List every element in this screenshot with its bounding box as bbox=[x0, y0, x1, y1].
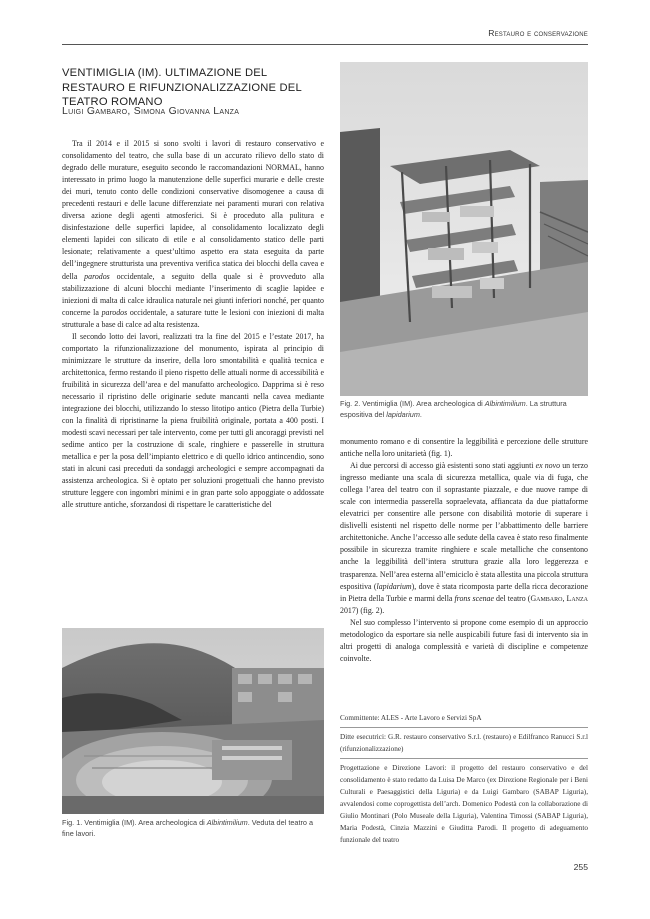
credits-separator bbox=[340, 758, 588, 759]
paragraph-4: Nel suo complesso l’intervento si propone come esempio di un approccio metodologico da esportare sia nelle auspicabili future fasi di intervento sia in altri progetti di analoga complessità e varietà di discipline e competenze coinvolte. bbox=[340, 617, 588, 663]
paragraph-3: Ai due percorsi di accesso già esistenti sono stati aggiunti ex novo un terzo ingresso mediante una scala di sicurezza metallica, quale via di fuga, che collega l’area del teatro con il soprastante piazzale, e due nuove rampe di scale con intermedia passerella sopraelevata, affiancata da due piattaforme elevatrici per consentire alle persone con disabilità motorie di superare i dislivelli esistenti nel rispetto delle norme per l’abbattimento delle barriere architettoniche. Anche l’accesso alle sedute della cavea è stato reso finalmente possibile in sicurezza tramite ringhiere e scale metalliche che consentono anche la leggibilità dell’intera struttura grazie alla loro leggerezza e trasparenza. Nell’area esterna all’emiciclo è stata allestita una piccola struttura espositiva (lapidarium), dove è stata ricomposta parte della ricca decorazione in Pietra della Turbie e marmi della frons scenae del teatro (Gambaro, Lanza 2017) (fig. 2). bbox=[340, 461, 589, 615]
text-column-right bbox=[340, 436, 588, 665]
header-rule bbox=[62, 44, 588, 45]
credit-client: Committente: ALES - Arte Lavoro e Servizi SpA bbox=[340, 714, 482, 722]
paragraph-2-continued: monumento romano e di consentire la leggibilità e percezione delle strutture antiche nella loro unitarietà (fig. 1). bbox=[340, 437, 588, 459]
figure-1-theatre-photo bbox=[62, 628, 324, 814]
article-authors: Luigi Gambaro, Simona Giovanna Lanza bbox=[62, 106, 240, 117]
credits-separator bbox=[340, 727, 588, 728]
running-header: Restauro e conservazione bbox=[488, 28, 588, 38]
figure-2-caption: Fig. 2. Ventimiglia (IM). Area archeologica di Albintimilium. La struttura espositiva del lapidarium. bbox=[340, 399, 567, 419]
credits-block bbox=[340, 712, 588, 846]
article-title: VENTIMIGLIA (IM). ULTIMAZIONE DEL RESTAURO E RIFUNZIONALIZZAZIONE DEL TEATRO ROMANO bbox=[62, 67, 302, 108]
page-number: 255 bbox=[573, 862, 588, 872]
paragraph-2: Il secondo lotto dei lavori, realizzati tra la fine del 2015 e l’estate 2017, ha comportato la rifunzionalizzazione del monumento, ispirata al principio di minimizzare le strutture da inserire, della loro smontabilità e qualità tecnica e architettonica, fermo restando il pieno rispetto delle attuali norme di accessibilità e fruibilità in sicurezza dell’area e del manufatto archeologico. Dapprima si è reso necessario il ripristino delle originarie sedute mancanti nella cavea mediante integrazione dei blocchi, utilizzando lo stesso litotipo antico (Pietra della Turbie) con la finalità di ripristinarne la piena fruibilità originale, portata a 400 posti. I modesti scavi necessari per tale intervento, come per tutti gli ancoraggi previsti nel sedime antico per la costruzione di scale, ringhiere e passerelle in struttura metallica e per la posa dell’impianto elettrico e di quello idrico antincendio, sono stati in alcuni casi preceduti da sondaggi archeologici e sempre accompagnati da assistenza archeologica. Si è optato per soluzioni progettuali che hanno previsto strutture leggere con ingombri minimi e in gran parte solo appoggiate o addossate alle strutture antiche, sforzandosi di rispettare le caratteristiche del bbox=[62, 331, 324, 510]
figure-2-lapidarium-photo bbox=[340, 62, 588, 396]
credit-design: Progettazione e Direzione Lavori: il progetto del restauro conservativo e del consolidamento è stato redatto da Luisa De Marco (ex Direzione Regionale per i Beni Culturali e Paesaggistici della Liguria) e da Luigi Gambaro (SABAP Liguria), avvalendosi come coprogettista dell’arch. Domenico Podestà con la collaborazione di Giulio Montinari (Polo Museale della Liguria), Valentina Timossi (SABAP Liguria), Maria Podestà, Cinzia Mazzini e Giuditta Parodi. Il progetto di adeguamento funzionale del teatro bbox=[340, 764, 588, 845]
credit-contractors: Ditte esecutrici: G.R. restauro conservativo S.r.l. (restauro) e Edilfranco Ranucci S.r.l (rifunzionalizzazione) bbox=[340, 733, 588, 754]
figure-1-caption: Fig. 1. Ventimiglia (IM). Area archeologica di Albintimilium. Veduta del teatro a fine lavori. bbox=[62, 818, 314, 838]
text-column-left bbox=[62, 138, 324, 511]
paragraph-1: Tra il 2014 e il 2015 si sono svolti i lavori di restauro conservativo e consolidamento del teatro, che sulla base di un accurato rilievo dello stato di degrado delle murature, eseguito secondo le raccomandazioni NORMAL, hanno interessato in primo luogo la manutenzione delle superfici murarie e delle creste dei muri, tenuto conto delle condizioni conservative disomogenee a causa di precedenti restauri e delle lacune differenziate nei paramenti murari con relativa diversa azione degli agenti atmosferici. Si è proceduto alla pulitura e disinfestazione delle superfici lapidee, al consolidamento localizzato degli elementi lapidei con silicato di etile e al consolidamento statico delle parti lesionate; relativamente a quest’ultimo aspetto era stata eseguita da parte dell’ingegnere strutturista una preventiva verifica statica dei blocchi della cavea e della parodos occidentale, a seguito della quale si è provveduto alla stabilizzazione di alcuni blocchi mediante l’inserimento di scaglie lapidee e iniezioni di malta di calce idraulica naturale nei giunti inferiori nonché, per quanto concerne la parodos occidentale, a saturare tutte le lesioni con iniezioni di malta strutturale a base di calce ad alta resistenza. bbox=[62, 139, 324, 329]
